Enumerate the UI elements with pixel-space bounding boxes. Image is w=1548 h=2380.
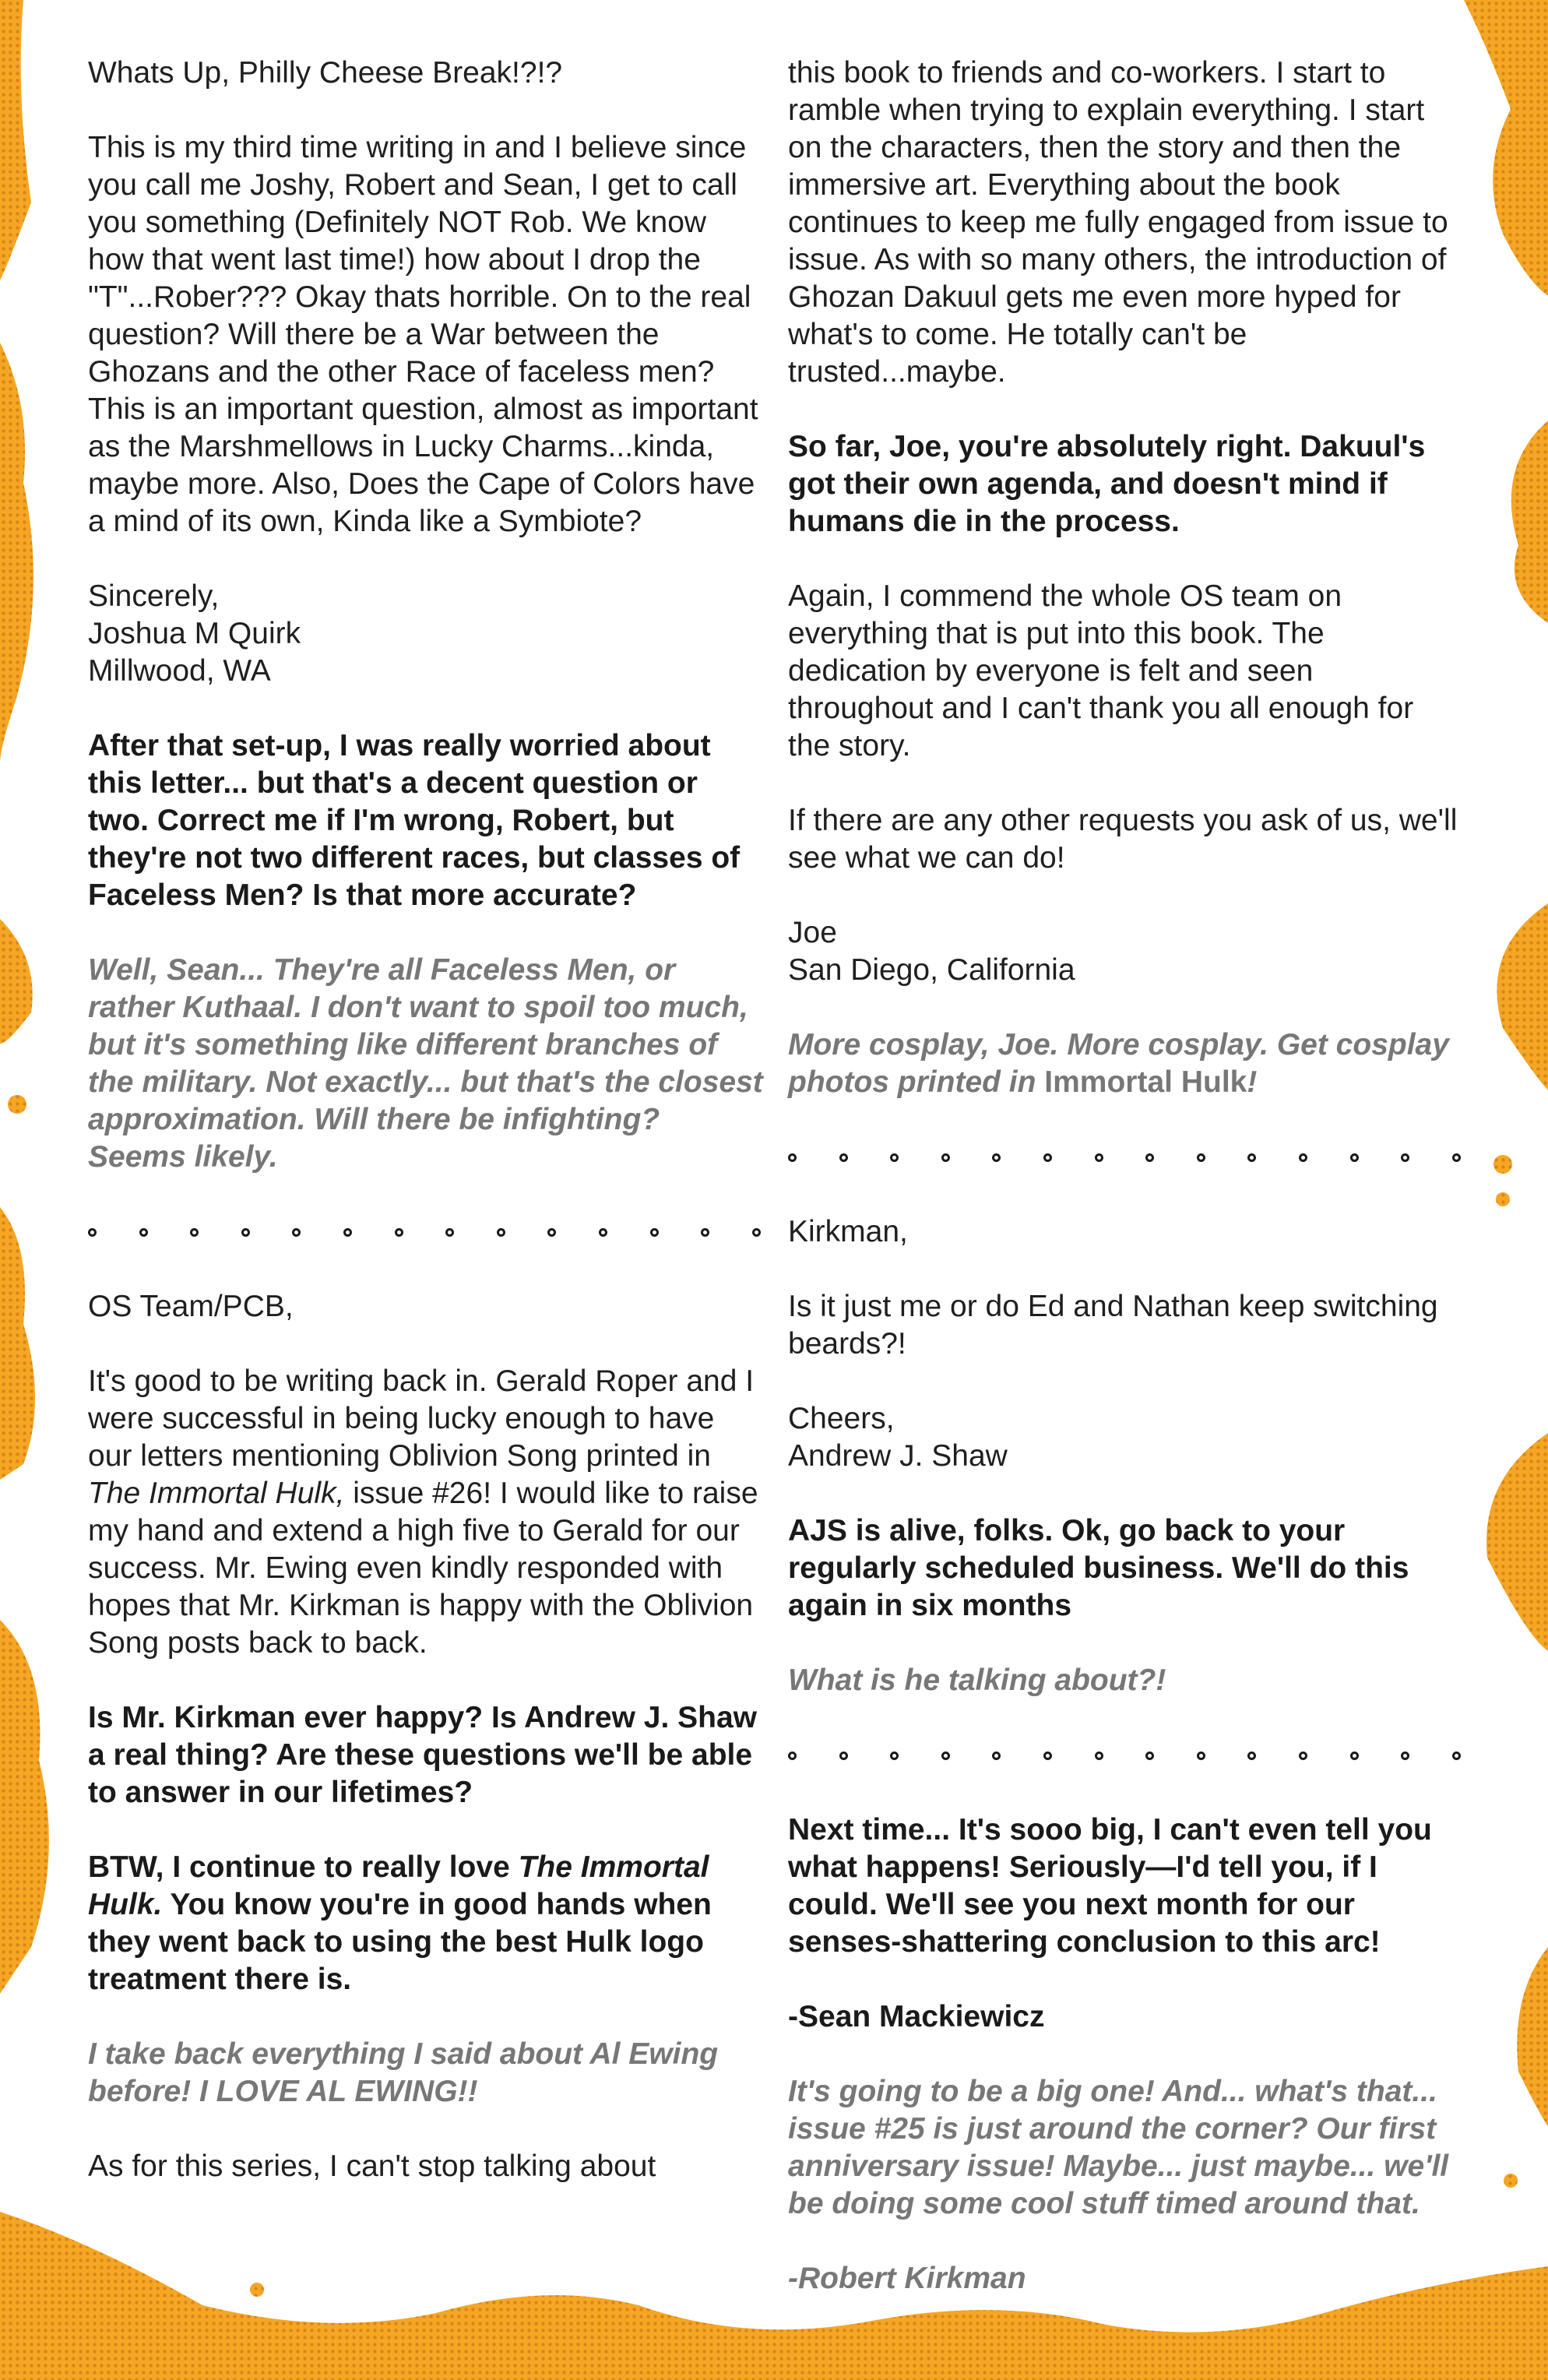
letters-column-left	[88, 55, 764, 2223]
robert-reply: Well, Sean... They're all Faceless Men, or rather Kuthaal. I don't want to spoil too much, but it's something like different branches of the military. Not exactly... but that's the closest approximation. Will there be infighting? Seems likely.	[88, 953, 763, 1174]
letter-joe: It's good to be writing back in. Gerald Roper and I were successful in being lucky enough to have our letters mentioning Oblivion Song printed in The Immortal Hulk, issue #26! I would like to raise my hand and extend a high five to Gerald for our success. Mr. Ewing even kindly responded with hopes that Mr. Kirkman is happy with the Oblivion Song posts back to back.	[88, 1364, 758, 1660]
signoff-joshua: Sincerely, Joshua M Quirk Millwood, WA	[88, 579, 301, 688]
sean-signature: -Sean Mackiewicz	[788, 2000, 1045, 2033]
sean-reply: So far, Joe, you're absolutely right. Dakuul's got their own agenda, and doesn't mind if humans die in the process.	[788, 430, 1426, 538]
next-time-note: Next time... It's sooo big, I can't even tell you what happens! Seriously—I'd tell you, if I could. We'll see you next month for our senses-shattering conclusion to this arc!	[788, 1813, 1432, 1959]
letter-separator	[788, 1139, 1464, 1176]
signoff-joe: Joe San Diego, California	[788, 916, 1075, 987]
letter-joe-request: If there are any other requests you ask of us, we'll see what we can do!	[788, 804, 1458, 875]
letter-joe-continued: As for this series, I can't stop talking about	[88, 2149, 656, 2183]
sean-reply: Is Mr. Kirkman ever happy? Is Andrew J. Shaw a real thing? Are these questions we'll be able to answer in our lifetimes?	[88, 1701, 758, 1809]
letter-joe-more: Again, I commend the whole OS team on everything that is put into this book. The dedication by everyone is felt and seen throughout and I can't thank you all enough for the story.	[788, 579, 1414, 762]
salutation-andrew: Kirkman,	[788, 1215, 908, 1248]
letter-joe-continued: this book to friends and co-workers. I start to ramble when trying to explain everything. I start on the characters, then the story and then the immersive art. Everything about the book continues to keep me fully engaged from issue to issue. As with so many others, the introduction of Ghozan Dakuul gets me even more hyped for what's to come. He totally can't be trusted...maybe.	[788, 56, 1448, 389]
sean-reply: After that set-up, I was really worried about this letter... but that's a decent question or two. Correct me if I'm wrong, Robert, but they're not two different races, but classes of Faceless Men? Is that more accurate?	[88, 729, 741, 912]
letter-joshua: This is my third time writing in and I believe since you call me Joshy, Robert and Sean, I get to call you something (Definitely NOT Rob. We know how that went last time!) how about I drop the "T"...Rober??? Okay thats horrible. On to the real question? Will there be a War between the Ghozans and the other Race of faceless men? This is an important question, almost as important as the Marshmellows in Lucky Charms...kinda, maybe more. Also, Does the Cape of Colors have a mind of its own, Kinda like a Symbiote?	[88, 131, 758, 538]
robert-reply: More cosplay, Joe. More cosplay. Get cosplay photos printed in Immortal Hulk!	[788, 1028, 1449, 1099]
robert-reply: What is he talking about?!	[788, 1664, 1166, 1697]
letter-andrew: Is it just me or do Ed and Nathan keep switching beards?!	[788, 1290, 1438, 1361]
salutation-joe: OS Team/PCB,	[88, 1290, 294, 1323]
greeting: Whats Up, Philly Cheese Break!?!?	[88, 56, 563, 90]
letter-separator	[88, 1213, 764, 1251]
sean-reply: BTW, I continue to really love The Immortal Hulk. You know you're in good hands when they went back to using the best Hulk logo treatment there is.	[88, 1850, 712, 1996]
robert-reply: It's going to be a big one! And... what's that... issue #25 is just around the corner? Our first anniversary issue! Maybe... just maybe... we'll be doing some cool stuff timed around that.	[788, 2075, 1449, 2220]
signoff-andrew: Cheers, Andrew J. Shaw	[788, 1402, 1008, 1473]
robert-signature: -Robert Kirkman	[788, 2262, 1026, 2295]
letters-column-right	[788, 55, 1464, 2335]
letter-separator	[788, 1737, 1464, 1774]
robert-reply: I take back everything I said about Al Ewing before! I LOVE AL EWING!!	[88, 2037, 719, 2108]
sean-reply: AJS is alive, folks. Ok, go back to your regularly scheduled business. We'll do this again in six months	[788, 1514, 1409, 1622]
